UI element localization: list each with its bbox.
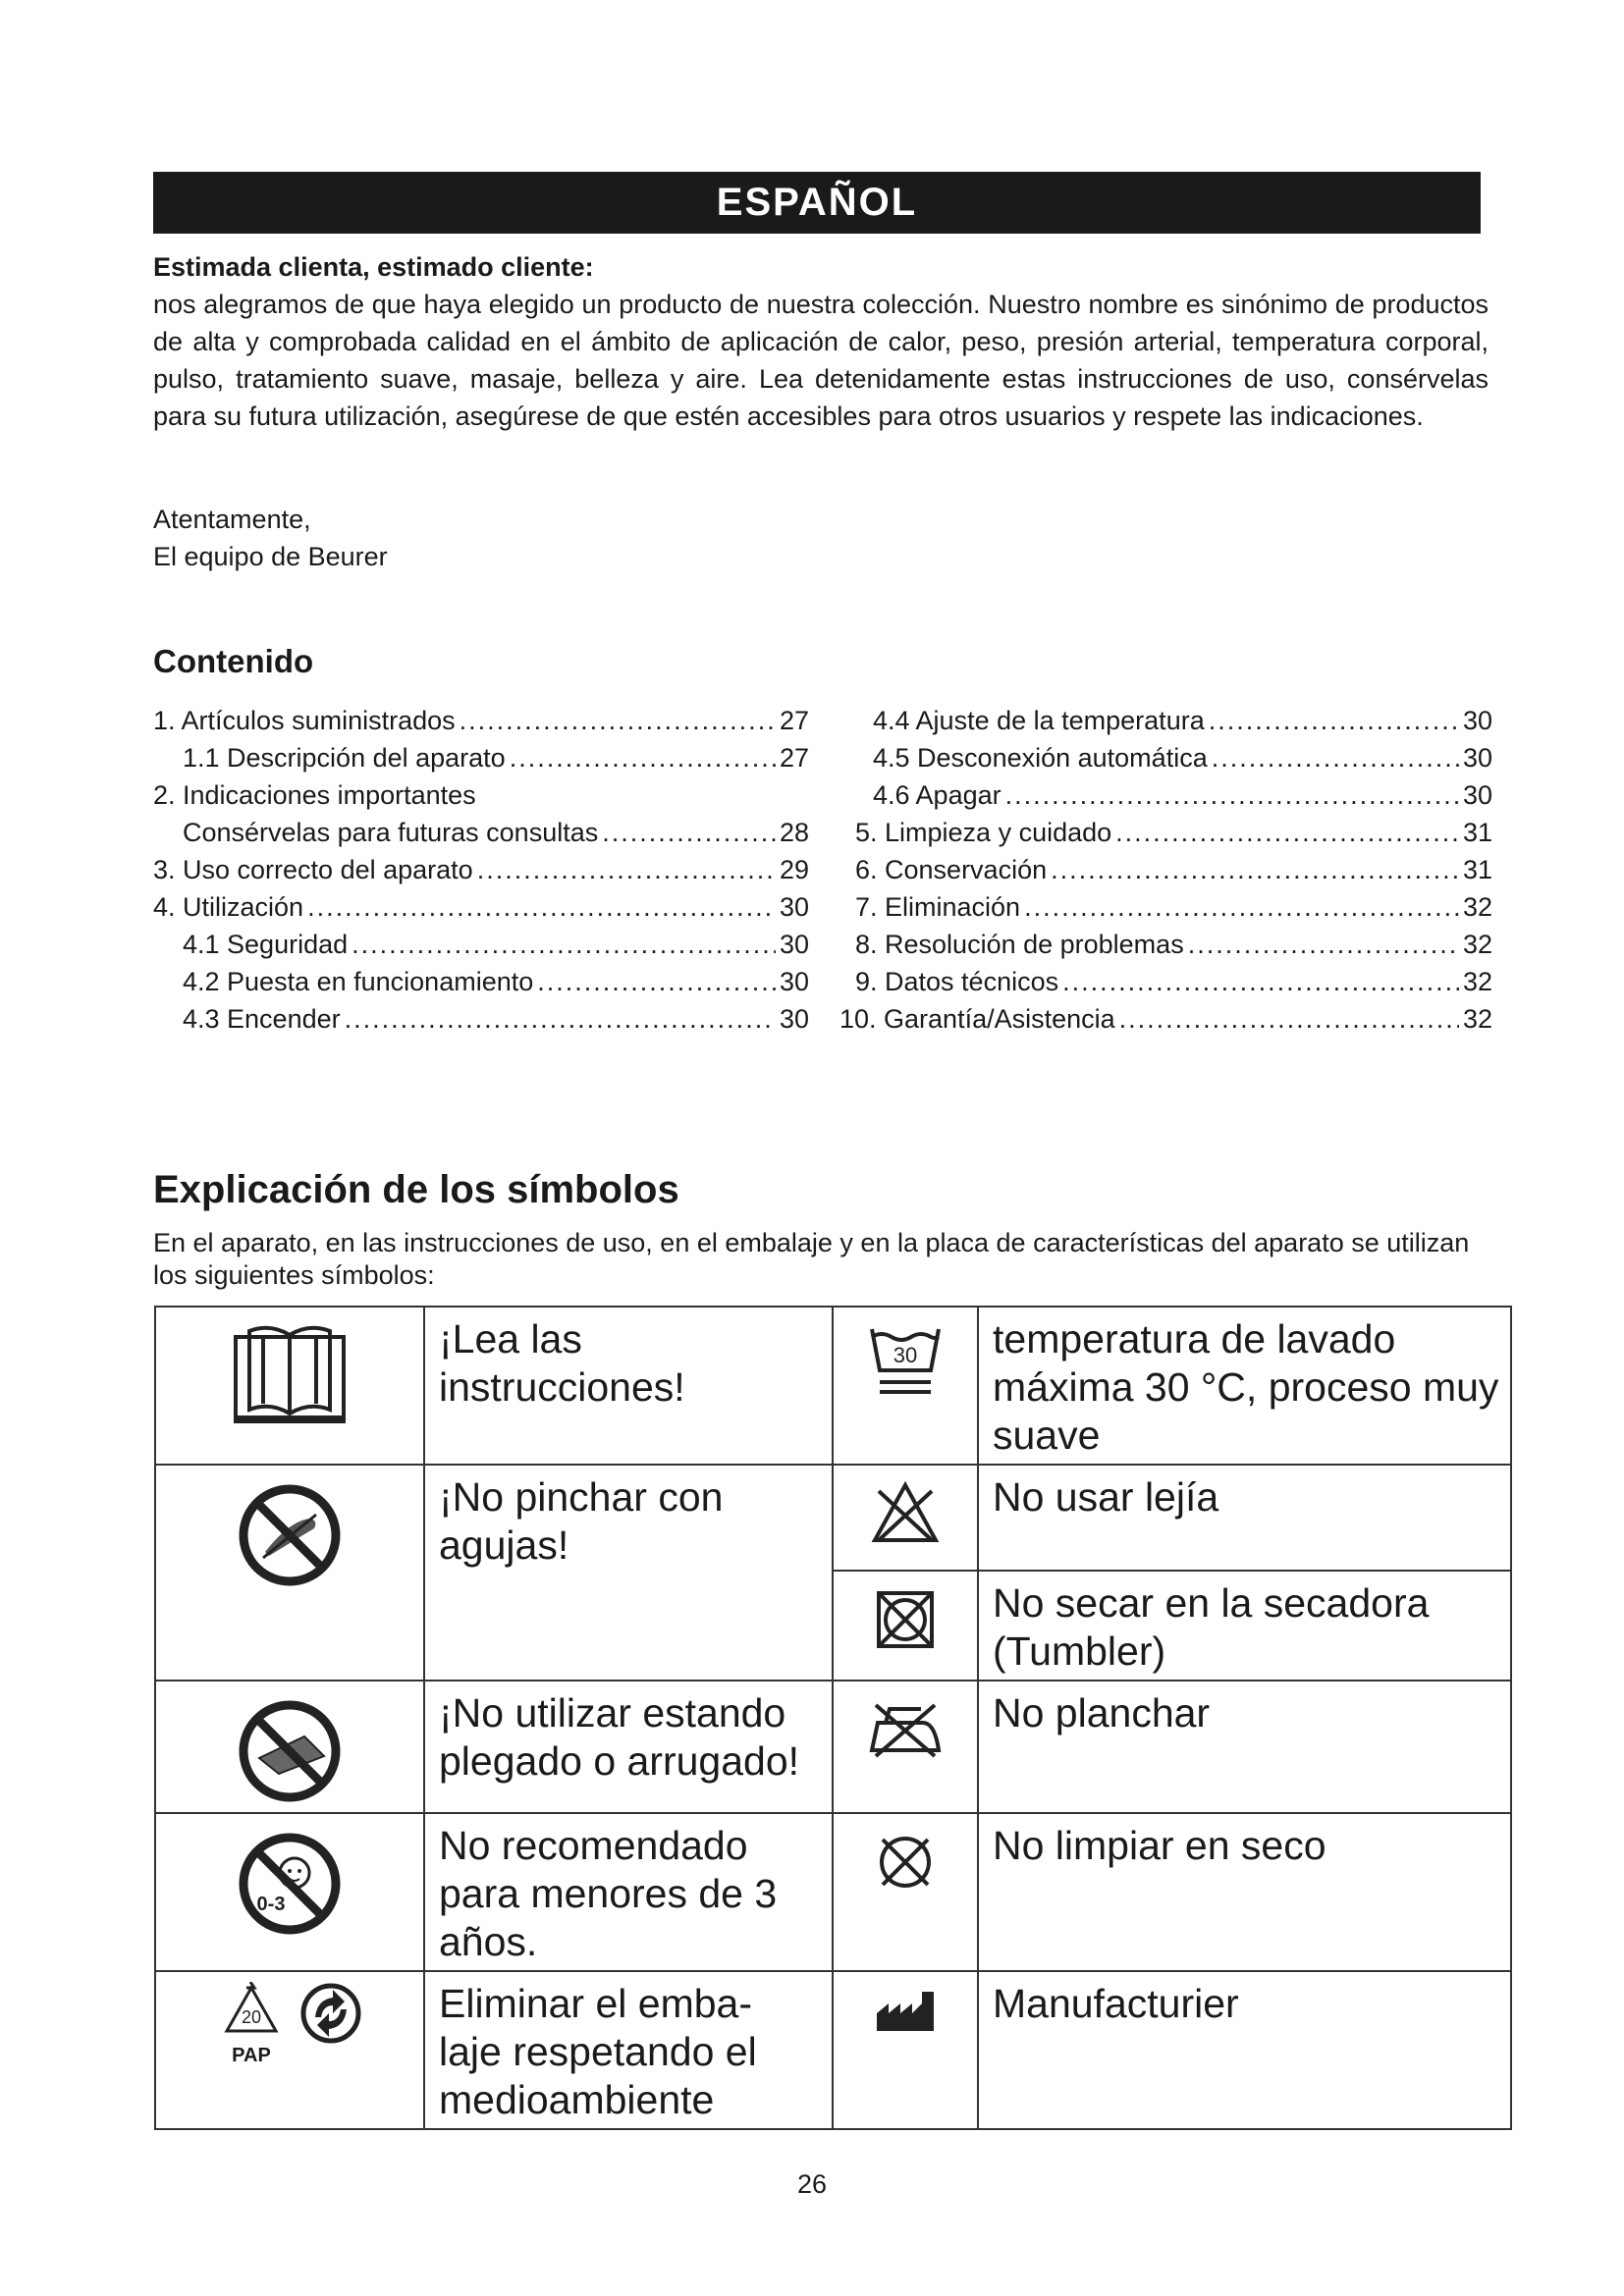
symbol-description: ¡No pinchar con agujas! bbox=[424, 1465, 833, 1681]
toc-entry: 7. Eliminación ..... 32 bbox=[839, 888, 1492, 926]
wash-temp-label: 30 bbox=[893, 1343, 918, 1367]
not-for-children-icon bbox=[236, 1830, 344, 1938]
symbol-description: No planchar bbox=[978, 1681, 1511, 1813]
symbol-icon-cell bbox=[155, 1971, 424, 2129]
symbol-icon-cell bbox=[833, 1571, 978, 1681]
no-folded-use-icon bbox=[236, 1697, 344, 1805]
manufacturer-icon bbox=[871, 1988, 940, 2037]
recycle-code: PAP bbox=[232, 2045, 271, 2066]
wash-30-icon bbox=[866, 1323, 945, 1400]
no-dry-clean-icon bbox=[873, 1830, 938, 1895]
symbol-icon-cell bbox=[155, 1681, 424, 1813]
signature-block bbox=[153, 501, 388, 575]
symbol-description: No secar en la secadora (Tumbler) bbox=[978, 1571, 1511, 1681]
toc-entry: 4.2 Puesta en funcionamiento ..... 30 bbox=[153, 963, 809, 1000]
no-needles-icon bbox=[236, 1481, 344, 1589]
symbol-description: No limpiar en seco bbox=[978, 1813, 1511, 1971]
toc-entry: Consérvelas para futuras consultas ..... 28 bbox=[153, 814, 809, 851]
no-iron-icon bbox=[866, 1697, 945, 1762]
symbol-description: Eliminar el emba- laje respetando el medioambiente bbox=[424, 1971, 833, 2129]
symbol-description: ¡Lea las instrucciones! bbox=[424, 1307, 833, 1465]
symbols-table bbox=[154, 1306, 1512, 2130]
toc-entry: 3. Uso correcto del aparato ..... 29 bbox=[153, 851, 809, 888]
symbol-icon-cell bbox=[833, 1971, 978, 2129]
symbol-icon-cell bbox=[155, 1307, 424, 1465]
toc-entry: 4.3 Encender ..... 30 bbox=[153, 1000, 809, 1038]
toc-entry: 4.6 Apagar ..... 30 bbox=[839, 776, 1492, 814]
toc-entry: 4.1 Seguridad ..... 30 bbox=[153, 926, 809, 963]
toc-left-column bbox=[153, 702, 809, 1038]
toc-entry: 6. Conservación ..... 31 bbox=[839, 851, 1492, 888]
toc-right-column bbox=[839, 702, 1492, 1038]
greeting-block bbox=[153, 248, 1489, 435]
toc-entry: 4.5 Desconexión automática ..... 30 bbox=[839, 739, 1492, 776]
page-number: 26 bbox=[796, 2169, 828, 2199]
salutation: Estimada clienta, estimado cliente: bbox=[153, 252, 594, 282]
age-label: 0-3 bbox=[256, 1894, 286, 1915]
signature: El equipo de Beurer bbox=[153, 542, 388, 571]
symbol-icon-cell bbox=[833, 1813, 978, 1971]
language-header: ESPAÑOL bbox=[153, 172, 1481, 234]
contents-title: Contenido bbox=[153, 643, 314, 679]
toc-entry: 10. Garantía/Asistencia ..... 32 bbox=[839, 1000, 1492, 1038]
symbol-icon-cell bbox=[833, 1681, 978, 1813]
green-dot-icon bbox=[299, 1982, 362, 2045]
symbol-description: ¡No utilizar estando plegado o arrugado! bbox=[424, 1681, 833, 1813]
symbol-description: Manufacturier bbox=[978, 1971, 1511, 2129]
recycle-number: 20 bbox=[241, 2007, 262, 2027]
toc-entry: 1. Artículos suministrados ..... 27 bbox=[153, 702, 809, 739]
symbols-intro: En el aparato, en las instrucciones de uso, en el embalaje y en la placa de características del aparato se utilizan los siguientes símbolos: bbox=[153, 1228, 1470, 1290]
symbol-description: No recomendado para menores de 3 años. bbox=[424, 1813, 833, 1971]
toc-entry: 5. Limpieza y cuidado ..... 31 bbox=[839, 814, 1492, 851]
intro-paragraph: nos alegramos de que haya elegido un producto de nuestra colección. Nuestro nombre es sinónimo de productos de alta y comprobada calidad en el ámbito de aplicación de calor, peso, presión arterial, temperatura corporal, pulso, tratamiento suave, masaje, belleza y aire. Lea detenidamente estas instrucciones de uso, consérvelas para su futura utilización, asegúrese de que estén accesibles para otros usuarios y respete las indicaciones. bbox=[153, 290, 1489, 431]
closing: Atentamente, bbox=[153, 505, 311, 534]
read-instructions-icon bbox=[226, 1323, 353, 1431]
symbol-icon-cell bbox=[155, 1465, 424, 1681]
toc-entry: 4. Utilización ..... 30 bbox=[153, 888, 809, 926]
toc-entry: 1.1 Descripción del aparato ..... 27 bbox=[153, 739, 809, 776]
symbol-icon-cell bbox=[833, 1307, 978, 1465]
toc-entry: 8. Resolución de problemas ..... 32 bbox=[839, 926, 1492, 963]
no-bleach-icon bbox=[871, 1481, 940, 1546]
symbols-title: Explicación de los símbolos bbox=[153, 1168, 679, 1211]
toc-entry: 9. Datos técnicos ..... 32 bbox=[839, 963, 1492, 1000]
toc-entry: 2. Indicaciones importantes bbox=[153, 780, 476, 810]
no-tumble-dry-icon bbox=[873, 1587, 938, 1652]
symbol-icon-cell bbox=[833, 1465, 978, 1571]
recycling-icon bbox=[217, 1982, 286, 2067]
symbol-description: temperatura de lavado máxima 30 °C, proceso muy suave bbox=[978, 1307, 1511, 1465]
toc-entry: 4.4 Ajuste de la temperatura ..... 30 bbox=[839, 702, 1492, 739]
symbol-description: No usar lejía bbox=[978, 1465, 1511, 1571]
symbol-icon-cell bbox=[155, 1813, 424, 1971]
